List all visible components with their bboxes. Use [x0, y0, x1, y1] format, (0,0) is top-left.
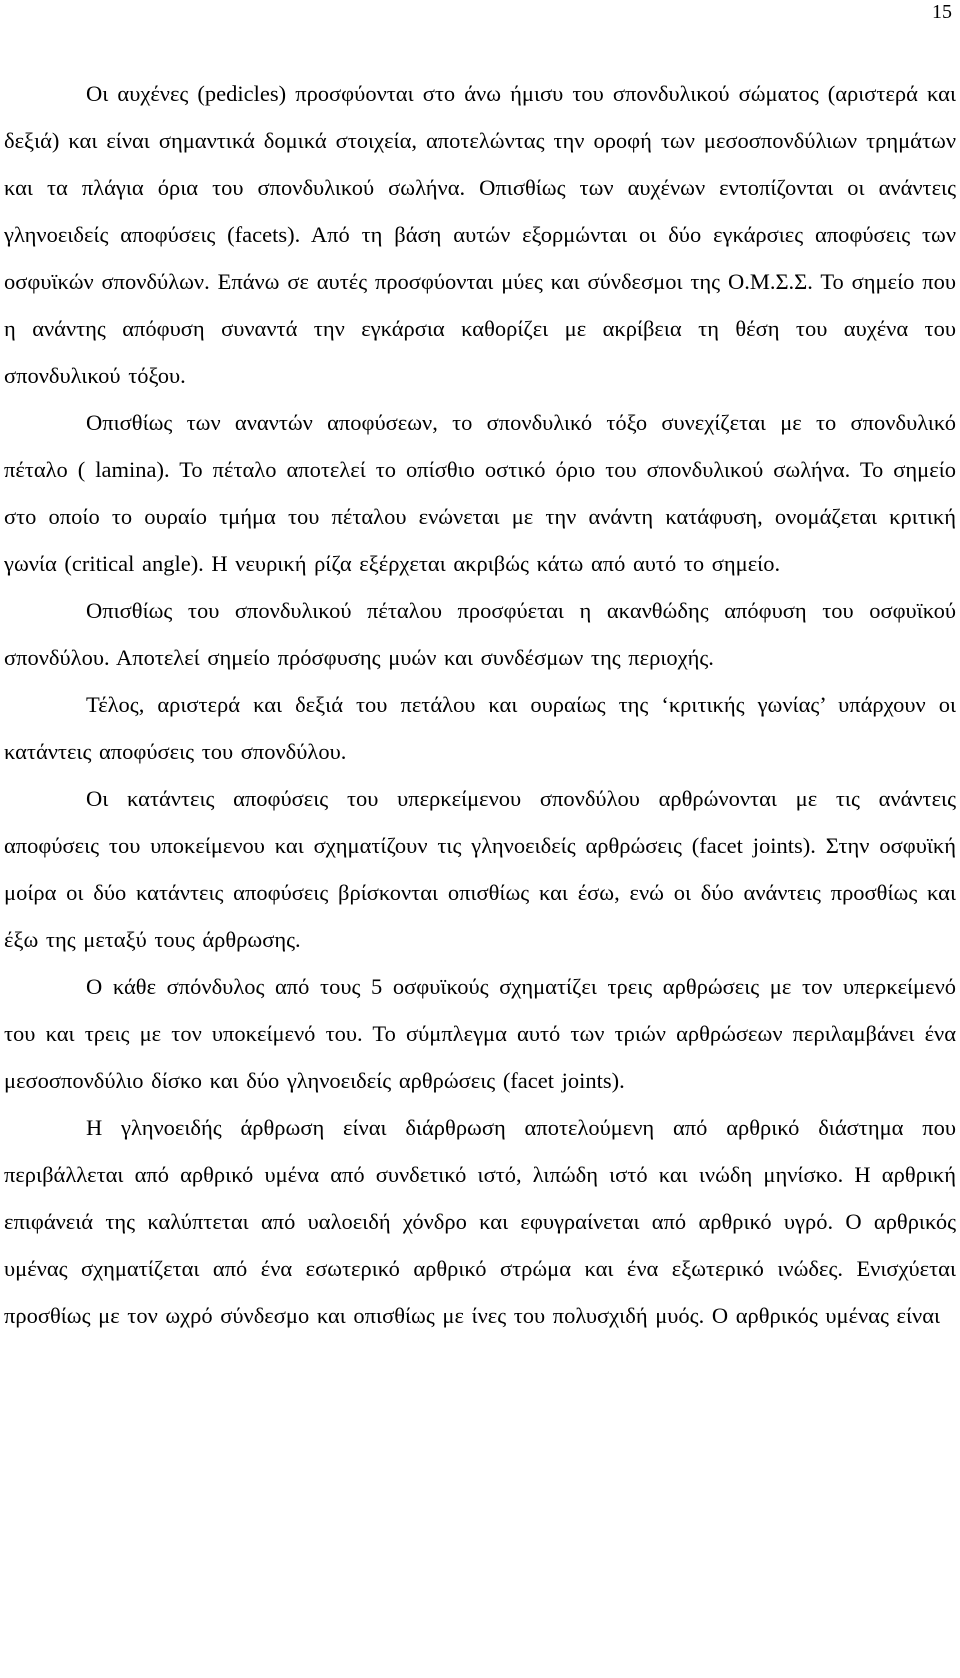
- paragraph-facet-joint-structure: Η γληνοειδής άρθρωση είναι διάρθρωση αποτελούμενη από αρθρικό διάστημα που περιβάλλεται από αρθρικό υμένα από συνδετικό ιστό, λιπώδη ιστό και ινώδη μηνίσκο. Η αρθρική επιφάνειά της καλύπτεται από υαλοειδή χόνδρο και εφυγραίνεται από αρθρικό υγρό. Ο αρθρικός υμένας σχηματίζεται από ένα εσωτερικό αρθρικό στρώμα και ένα εξωτερικό ινώδες. Ενισχύεται προσθίως με τον ωχρό σύνδεσμο και οπισθίως με ίνες του πολυσχιδή μυός. Ο αρθρικός υμένας είναι: [4, 1115, 956, 1328]
- paragraph-joint-complex: Ο κάθε σπόνδυλος από τους 5 οσφυϊκούς σχηματίζει τρεις αρθρώσεις με τον υπερκείμενό του και τρεις με τον υποκείμενό του. Το σύμπλεγμα αυτό των τριών αρθρώσεων περιλαμβάνει ένα μεσοσπονδύλιο δίσκο και δύο γληνοειδείς αρθρώσεις (facet joints).: [4, 974, 956, 1093]
- document-body: [4, 70, 956, 1339]
- paragraph-facet-joints: Οι κατάντεις αποφύσεις του υπερκείμενου σπονδύλου αρθρώνονται με τις ανάντεις αποφύσεις του υποκείμενου και σχηματίζουν τις γληνοειδείς αρθρώσεις (facet joints). Στην οσφυϊκή μοίρα οι δύο κατάντεις αποφύσεις βρίσκονται οπισθίως και έσω, ενώ οι δύο ανάντεις προσθίως και έξω της μεταξύ τους άρθρωσης.: [4, 786, 956, 952]
- paragraph-inferior-processes: Τέλος, αριστερά και δεξιά του πετάλου και ουραίως της ‘κριτικής γωνίας’ υπάρχουν οι κατάντεις αποφύσεις του σπονδύλου.: [4, 692, 956, 764]
- page-number: 15: [932, 1, 952, 23]
- paragraph-pedicles: Οι αυχένες (pedicles) προσφύονται στο άνω ήμισυ του σπονδυλικού σώματος (αριστερά και δεξιά) και είναι σημαντικά δομικά στοιχεία, αποτελώντας την οροφή των μεσοσπονδύλιων τρημάτων και τα πλάγια όρια του σπονδυλικού σωλήνα. Οπισθίως των αυχένων εντοπίζονται οι ανάντεις γληνοειδείς αποφύσεις (facets). Από τη βάση αυτών εξορμώνται οι δύο εγκάρσιες αποφύσεις των οσφυϊκών σπονδύλων. Επάνω σε αυτές προσφύονται μύες και σύνδεσμοι της Ο.Μ.Σ.Σ. Το σημείο που η ανάντης απόφυση συναντά την εγκάρσια καθορίζει με ακρίβεια τη θέση του αυχένα του σπονδυλικού τόξου.: [4, 81, 956, 388]
- paragraph-spinous-process: Οπισθίως του σπονδυλικού πέταλου προσφύεται η ακανθώδης απόφυση του οσφυϊκού σπονδύλου. Αποτελεί σημείο πρόσφυσης μυών και συνδέσμων της περιοχής.: [4, 598, 956, 670]
- paragraph-lamina: Οπισθίως των αναντών αποφύσεων, το σπονδυλικό τόξο συνεχίζεται με το σπονδυλικό πέταλο ( lamina). Το πέταλο αποτελεί το οπίσθιο οστικό όριο του σπονδυλικού σωλήνα. Το σημείο στο οποίο το ουραίο τμήμα του πέταλου ενώνεται με την ανάντη κατάφυση, ονομάζεται κριτική γωνία (critical angle). Η νευρική ρίζα εξέρχεται ακριβώς κάτω από αυτό το σημείο.: [4, 410, 956, 576]
